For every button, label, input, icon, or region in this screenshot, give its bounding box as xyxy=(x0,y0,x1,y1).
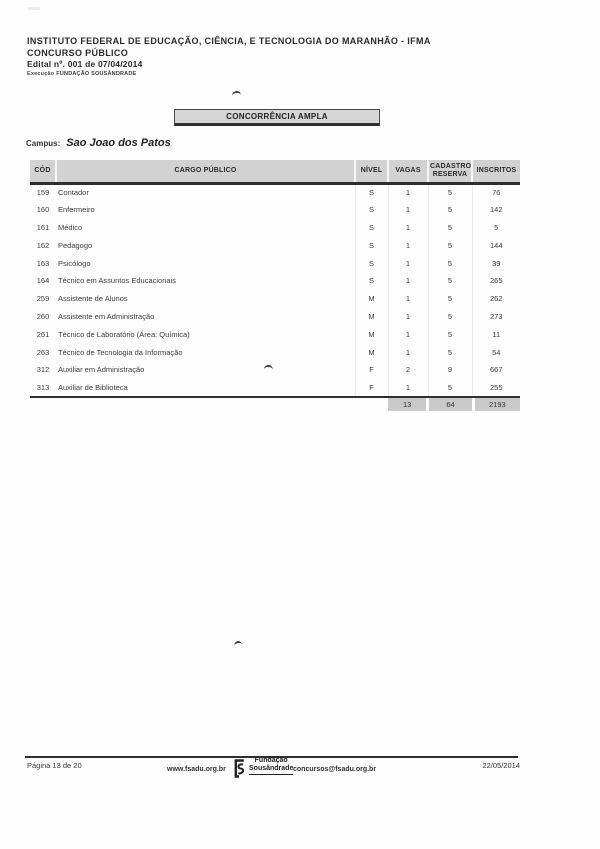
table-header-row xyxy=(30,160,520,183)
table-row xyxy=(30,308,520,326)
vagas-cell: 2 xyxy=(388,361,428,379)
nivel-cell: S xyxy=(355,272,388,290)
inscritos-cell: 76 xyxy=(472,183,520,201)
inscritos-cell: 54 xyxy=(472,343,520,361)
vacancies-table xyxy=(30,160,520,398)
execution-value: FUNDAÇÃO SOUSÂNDRADE xyxy=(56,71,137,77)
col-header-cargo-publico: CARGO PÚBLICO xyxy=(56,160,355,183)
col-header-cadastro-reserva: CADASTRO RESERVA xyxy=(428,160,472,183)
cadastro-cell: 5 xyxy=(428,325,472,343)
execution-label: Execução xyxy=(27,71,55,77)
contact-email: concursos@fsadu.org.br xyxy=(293,766,377,773)
table-row xyxy=(30,361,520,379)
scan-artifact xyxy=(234,640,243,646)
cargo-cell: Técnico de Laboratório (Área: Química) xyxy=(58,329,190,339)
nivel-cell: M xyxy=(355,308,388,326)
cargo-cell: Assistente em Administração xyxy=(58,311,155,321)
col-header-vagas: VAGAS xyxy=(388,160,428,183)
cargo-cell: Auxiliar em Administração xyxy=(58,365,145,375)
cargo-cell: Contador xyxy=(58,188,89,198)
inscritos-cell: 11 xyxy=(472,325,520,343)
cadastro-cell: 5 xyxy=(428,219,472,237)
table-row xyxy=(30,290,520,308)
campus-label: Campus: xyxy=(26,139,61,148)
logo-wordmark xyxy=(249,757,293,775)
vacancies-table-section xyxy=(30,160,520,411)
cod-cell: 312 xyxy=(36,365,50,375)
inscritos-cell: 142 xyxy=(472,201,520,219)
table-row xyxy=(30,236,520,254)
vagas-cell: 1 xyxy=(388,343,428,361)
scan-artifact xyxy=(264,365,273,370)
nivel-cell: F xyxy=(355,379,388,397)
inscritos-cell: 255 xyxy=(472,379,520,397)
fs-logo-icon xyxy=(231,758,247,779)
cargo-cell: Enfermeiro xyxy=(58,205,95,215)
total-vagas: 13 xyxy=(388,398,426,411)
nivel-cell: S xyxy=(355,219,388,237)
vagas-cell: 1 xyxy=(388,290,428,308)
cadastro-cell: 5 xyxy=(428,343,472,361)
website-link: www.fsadu.org.br xyxy=(167,766,226,773)
table-body xyxy=(30,183,520,397)
vagas-cell: 1 xyxy=(388,219,428,237)
cargo-cell: Técnico em Assuntos Educacionais xyxy=(58,276,176,286)
table-row xyxy=(30,183,520,201)
cargo-cell: Auxiliar de Biblioteca xyxy=(58,382,128,392)
nivel-cell: S xyxy=(355,201,388,219)
institution-title: INSTITUTO FEDERAL DE EDUCAÇÃO, CIÊNCIA, E TECNOLOGIA DO MARANHÃO - IFMA xyxy=(27,36,431,46)
nivel-cell: F xyxy=(355,361,388,379)
table-row xyxy=(30,219,520,237)
vagas-cell: 1 xyxy=(388,379,428,397)
vagas-cell: 1 xyxy=(388,236,428,254)
cod-cell: 160 xyxy=(36,205,50,215)
page-number: Página 13 de 20 xyxy=(27,761,82,770)
nivel-cell: M xyxy=(355,290,388,308)
inscritos-cell: 262 xyxy=(472,290,520,308)
cargo-cell: Técnico de Tecnologia da Informação xyxy=(58,347,183,357)
inscritos-cell: 144 xyxy=(472,236,520,254)
logo-line-fundacao: Fundação xyxy=(254,757,288,764)
inscritos-cell: 273 xyxy=(472,308,520,326)
document-header xyxy=(27,36,431,77)
col-header-inscritos: INSCRITOS xyxy=(472,160,520,183)
vagas-cell: 1 xyxy=(388,272,428,290)
table-header xyxy=(30,160,520,183)
concorrencia-ampla-banner: CONCORRÊNCIA AMPLA xyxy=(174,109,380,126)
cod-cell: 259 xyxy=(36,294,50,304)
cadastro-cell: 5 xyxy=(428,290,472,308)
nivel-cell: S xyxy=(355,183,388,201)
totals-row xyxy=(388,398,520,411)
fundacao-sousandrade-logo xyxy=(231,757,293,779)
table-row xyxy=(30,379,520,397)
vagas-cell: 1 xyxy=(388,201,428,219)
vagas-cell: 1 xyxy=(388,254,428,272)
campus-name: Sao Joao dos Patos xyxy=(66,137,171,149)
cod-cell: 164 xyxy=(36,276,50,286)
vagas-cell: 1 xyxy=(388,325,428,343)
cadastro-cell: 5 xyxy=(428,183,472,201)
table-row xyxy=(30,201,520,219)
cod-cell: 313 xyxy=(36,382,50,392)
table-row xyxy=(30,254,520,272)
vagas-cell: 1 xyxy=(388,183,428,201)
nivel-cell: S xyxy=(355,254,388,272)
cargo-cell: Assistente de Alunos xyxy=(58,294,128,304)
nivel-cell: M xyxy=(355,325,388,343)
cadastro-cell: 5 xyxy=(428,254,472,272)
nivel-cell: M xyxy=(355,343,388,361)
concurso-subtitle: CONCURSO PÚBLICO xyxy=(27,48,129,58)
table-row xyxy=(30,272,520,290)
cod-cell: 159 xyxy=(36,188,50,198)
cod-cell: 261 xyxy=(36,329,50,339)
cadastro-cell: 5 xyxy=(428,201,472,219)
cadastro-cell: 9 xyxy=(428,361,472,379)
logo-line-sousandrade: Sousândrade xyxy=(249,765,294,772)
footer-date: 22/05/2014 xyxy=(482,761,520,770)
cadastro-cell: 5 xyxy=(428,272,472,290)
execution-line xyxy=(27,71,431,77)
col-header-cod: CÓD xyxy=(30,160,56,183)
nivel-cell: S xyxy=(355,236,388,254)
cod-cell: 161 xyxy=(36,222,50,232)
campus-line xyxy=(26,137,171,149)
table-row xyxy=(30,343,520,361)
inscritos-cell: 265 xyxy=(472,272,520,290)
total-cadastro-reserva: 64 xyxy=(429,398,471,411)
table-row xyxy=(30,325,520,343)
vagas-cell: 1 xyxy=(388,308,428,326)
cod-cell: 260 xyxy=(36,311,50,321)
cadastro-cell: 5 xyxy=(428,379,472,397)
col-header-nivel: NÍVEL xyxy=(355,160,388,183)
cadastro-cell: 5 xyxy=(428,236,472,254)
inscritos-cell: 39 xyxy=(472,254,520,272)
cargo-cell: Psicólogo xyxy=(58,258,91,268)
edital-line: Edital nº. 001 de 07/04/2014 xyxy=(27,59,143,69)
scan-artifact xyxy=(28,7,40,10)
cod-cell: 163 xyxy=(36,258,50,268)
cod-cell: 263 xyxy=(36,347,50,357)
inscritos-cell: 667 xyxy=(472,361,520,379)
scan-artifact xyxy=(232,91,241,97)
cod-cell: 162 xyxy=(36,240,50,250)
cargo-cell: Médico xyxy=(58,222,83,232)
inscritos-cell: 5 xyxy=(472,219,520,237)
cargo-cell: Pedagogo xyxy=(58,240,93,250)
cadastro-cell: 5 xyxy=(428,308,472,326)
total-inscritos: 2193 xyxy=(475,398,520,411)
